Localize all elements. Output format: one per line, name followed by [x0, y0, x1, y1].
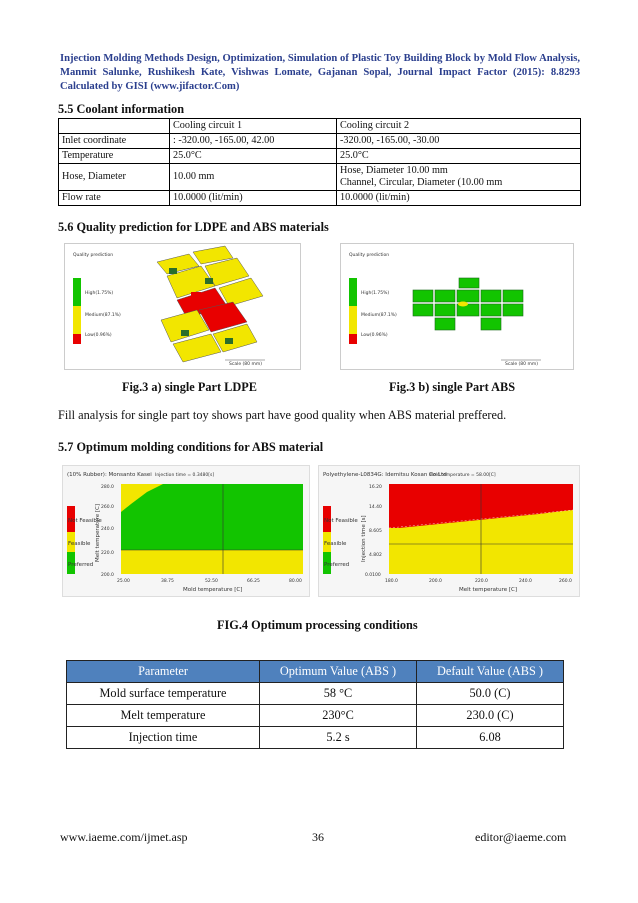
figure-4-left	[62, 465, 310, 597]
params-header-default: Default Value (ABS )	[417, 661, 564, 683]
quality-hotspot	[458, 302, 468, 307]
legend-medium-swatch	[349, 306, 357, 334]
footer-email-link[interactable]: editor@iaeme.com	[475, 830, 567, 844]
table-cell: 230°C	[260, 705, 417, 727]
y-tick: 4.802	[369, 553, 382, 558]
legend-low: Low(0.96%)	[361, 333, 388, 338]
running-header: Injection Molding Methods Design, Optimization, Simulation of Plastic Toy Building Block by Mold Flow Analysis, Manmit Salunke, Rushikesh Kate, Vishwas Lomate, Gajanan Sopal, Journal Impact Factor (2015): 8.8293 Calculated by GISI (www.jifactor.Com)	[60, 53, 580, 92]
table-row	[59, 134, 581, 149]
page-number: 36	[312, 830, 324, 844]
mold-temperature-label: Mold temperature = 58.00[C]	[429, 473, 496, 478]
x-tick: 66.25	[247, 579, 260, 584]
quality-plot-abs	[341, 244, 573, 369]
table-row	[59, 164, 581, 191]
y-tick: 8.605	[369, 529, 382, 534]
quality-plot-ldpe	[65, 244, 300, 369]
table-row	[59, 149, 581, 164]
y-tick: 16.20	[369, 485, 382, 490]
y-tick: 200.0	[101, 573, 114, 578]
legend-preferred: Preferred	[68, 562, 94, 568]
x-tick: 38.75	[161, 579, 174, 584]
parameters-table	[66, 660, 564, 749]
injection-time-label: Injection time = 0.3480[s]	[155, 473, 215, 478]
figure-3b-caption: Fig.3 b) single Part ABS	[389, 380, 516, 394]
table-cell: 25.0°C	[170, 149, 337, 164]
legend-high: High(1.75%)	[361, 291, 390, 296]
hose-diameter-line: Hose, Diameter 10.00 mm	[340, 165, 448, 176]
legend-not-feasible: Not Feasible	[324, 518, 358, 524]
quality-plot-title: Quality prediction	[73, 253, 114, 258]
table-row	[67, 705, 564, 727]
x-tick: 180.0	[385, 579, 398, 584]
coolant-header-empty	[59, 119, 170, 134]
feasible-region-bottom	[121, 550, 303, 574]
scale-label: Scale (80 mm)	[229, 362, 262, 367]
params-header-optimum: Optimum Value (ABS )	[260, 661, 417, 683]
x-axis-label: Melt temperature [C]	[459, 587, 518, 593]
x-tick: 52.50	[205, 579, 218, 584]
table-row	[67, 727, 564, 749]
table-cell: 50.0 (C)	[417, 683, 564, 705]
legend-feasible: Feasible	[324, 541, 347, 547]
legend-low-swatch	[73, 334, 81, 344]
table-cell: Melt temperature	[67, 705, 260, 727]
y-tick: 260.0	[101, 505, 114, 510]
legend-medium-swatch	[73, 306, 81, 334]
quality-plot-title: Quality prediction	[349, 253, 390, 258]
legend-not-feasible: Not Feasible	[68, 518, 102, 524]
footer-website-link[interactable]: www.iaeme.com/ijmet.asp	[60, 830, 188, 844]
table-cell: Temperature	[59, 149, 170, 164]
legend-preferred: Preferred	[324, 562, 350, 568]
table-cell: 5.2 s	[260, 727, 417, 749]
x-tick: 200.0	[429, 579, 442, 584]
table-cell: Flow rate	[59, 191, 170, 206]
optimum-plot-right	[319, 466, 579, 596]
table-row	[59, 191, 581, 206]
coolant-header-circuit1: Cooling circuit 1	[170, 119, 337, 134]
table-cell: Inlet coordinate	[59, 134, 170, 149]
y-tick: 0.0100	[365, 573, 381, 578]
legend-low-swatch	[349, 334, 357, 344]
plot-title: (10% Rubber): Monsanto Kasei	[67, 472, 152, 478]
section-title-quality: 5.6 Quality prediction for LDPE and ABS materials	[58, 220, 329, 234]
table-cell: 6.08	[417, 727, 564, 749]
x-axis-label: Mold temperature [C]	[183, 587, 243, 593]
channel-line: Channel, Circular, Diameter (10.00 mm	[340, 177, 503, 188]
table-cell: 10.00 mm	[170, 164, 337, 191]
legend-low: Low(0.96%)	[85, 333, 112, 338]
y-axis-label: Injection time [s]	[361, 515, 367, 562]
legend-medium: Medium(87.1%)	[361, 313, 397, 318]
optimum-plot-left	[63, 466, 309, 596]
section-title-optimum: 5.7 Optimum molding conditions for ABS material	[58, 440, 324, 454]
y-tick: 240.0	[101, 527, 114, 532]
section-title-coolant: 5.5 Coolant information	[58, 102, 185, 116]
y-tick: 280.0	[101, 485, 114, 490]
table-cell: Mold surface temperature	[67, 683, 260, 705]
x-tick: 260.0	[559, 579, 572, 584]
figure-4-caption: FIG.4 Optimum processing conditions	[217, 618, 418, 632]
table-cell: Injection time	[67, 727, 260, 749]
fill-analysis-text: Fill analysis for single part toy shows part have good quality when ABS material preffered.	[58, 408, 507, 422]
y-axis-label: Melt temperature [C]	[95, 503, 101, 562]
table-row	[67, 683, 564, 705]
coolant-header-circuit2: Cooling circuit 2	[337, 119, 581, 134]
params-header-parameter: Parameter	[67, 661, 260, 683]
plot-title: Polyethylene-L0834G: Idemitsu Kosan Co Ltd	[323, 472, 447, 478]
figure-3a-ldpe	[64, 243, 301, 370]
table-cell: 25.0°C	[337, 149, 581, 164]
figure-3a-caption: Fig.3 a) single Part LDPE	[122, 380, 257, 394]
x-tick: 25.00	[117, 579, 130, 584]
table-cell	[337, 164, 581, 191]
table-cell: -320.00, -165.00, -30.00	[337, 134, 581, 149]
table-cell: 10.0000 (lit/min)	[170, 191, 337, 206]
y-tick: 220.0	[101, 551, 114, 556]
table-cell: 230.0 (C)	[417, 705, 564, 727]
y-tick: 14.40	[369, 505, 382, 510]
x-tick: 80.00	[289, 579, 302, 584]
legend-high: High(1.75%)	[85, 291, 114, 296]
table-cell: 10.0000 (lit/min)	[337, 191, 581, 206]
figure-4-right	[318, 465, 580, 597]
legend-medium: Medium(87.1%)	[85, 313, 121, 318]
scale-label: Scale (80 mm)	[505, 362, 538, 367]
x-tick: 220.0	[475, 579, 488, 584]
table-cell: 58 °C	[260, 683, 417, 705]
coolant-table	[58, 118, 581, 206]
table-cell: Hose, Diameter	[59, 164, 170, 191]
legend-high-swatch	[349, 278, 357, 306]
legend-feasible: Feasible	[68, 541, 91, 547]
x-tick: 240.0	[519, 579, 532, 584]
legend-high-swatch	[73, 278, 81, 306]
table-cell: : -320.00, -165.00, 42.00	[170, 134, 337, 149]
figure-3b-abs	[340, 243, 574, 370]
